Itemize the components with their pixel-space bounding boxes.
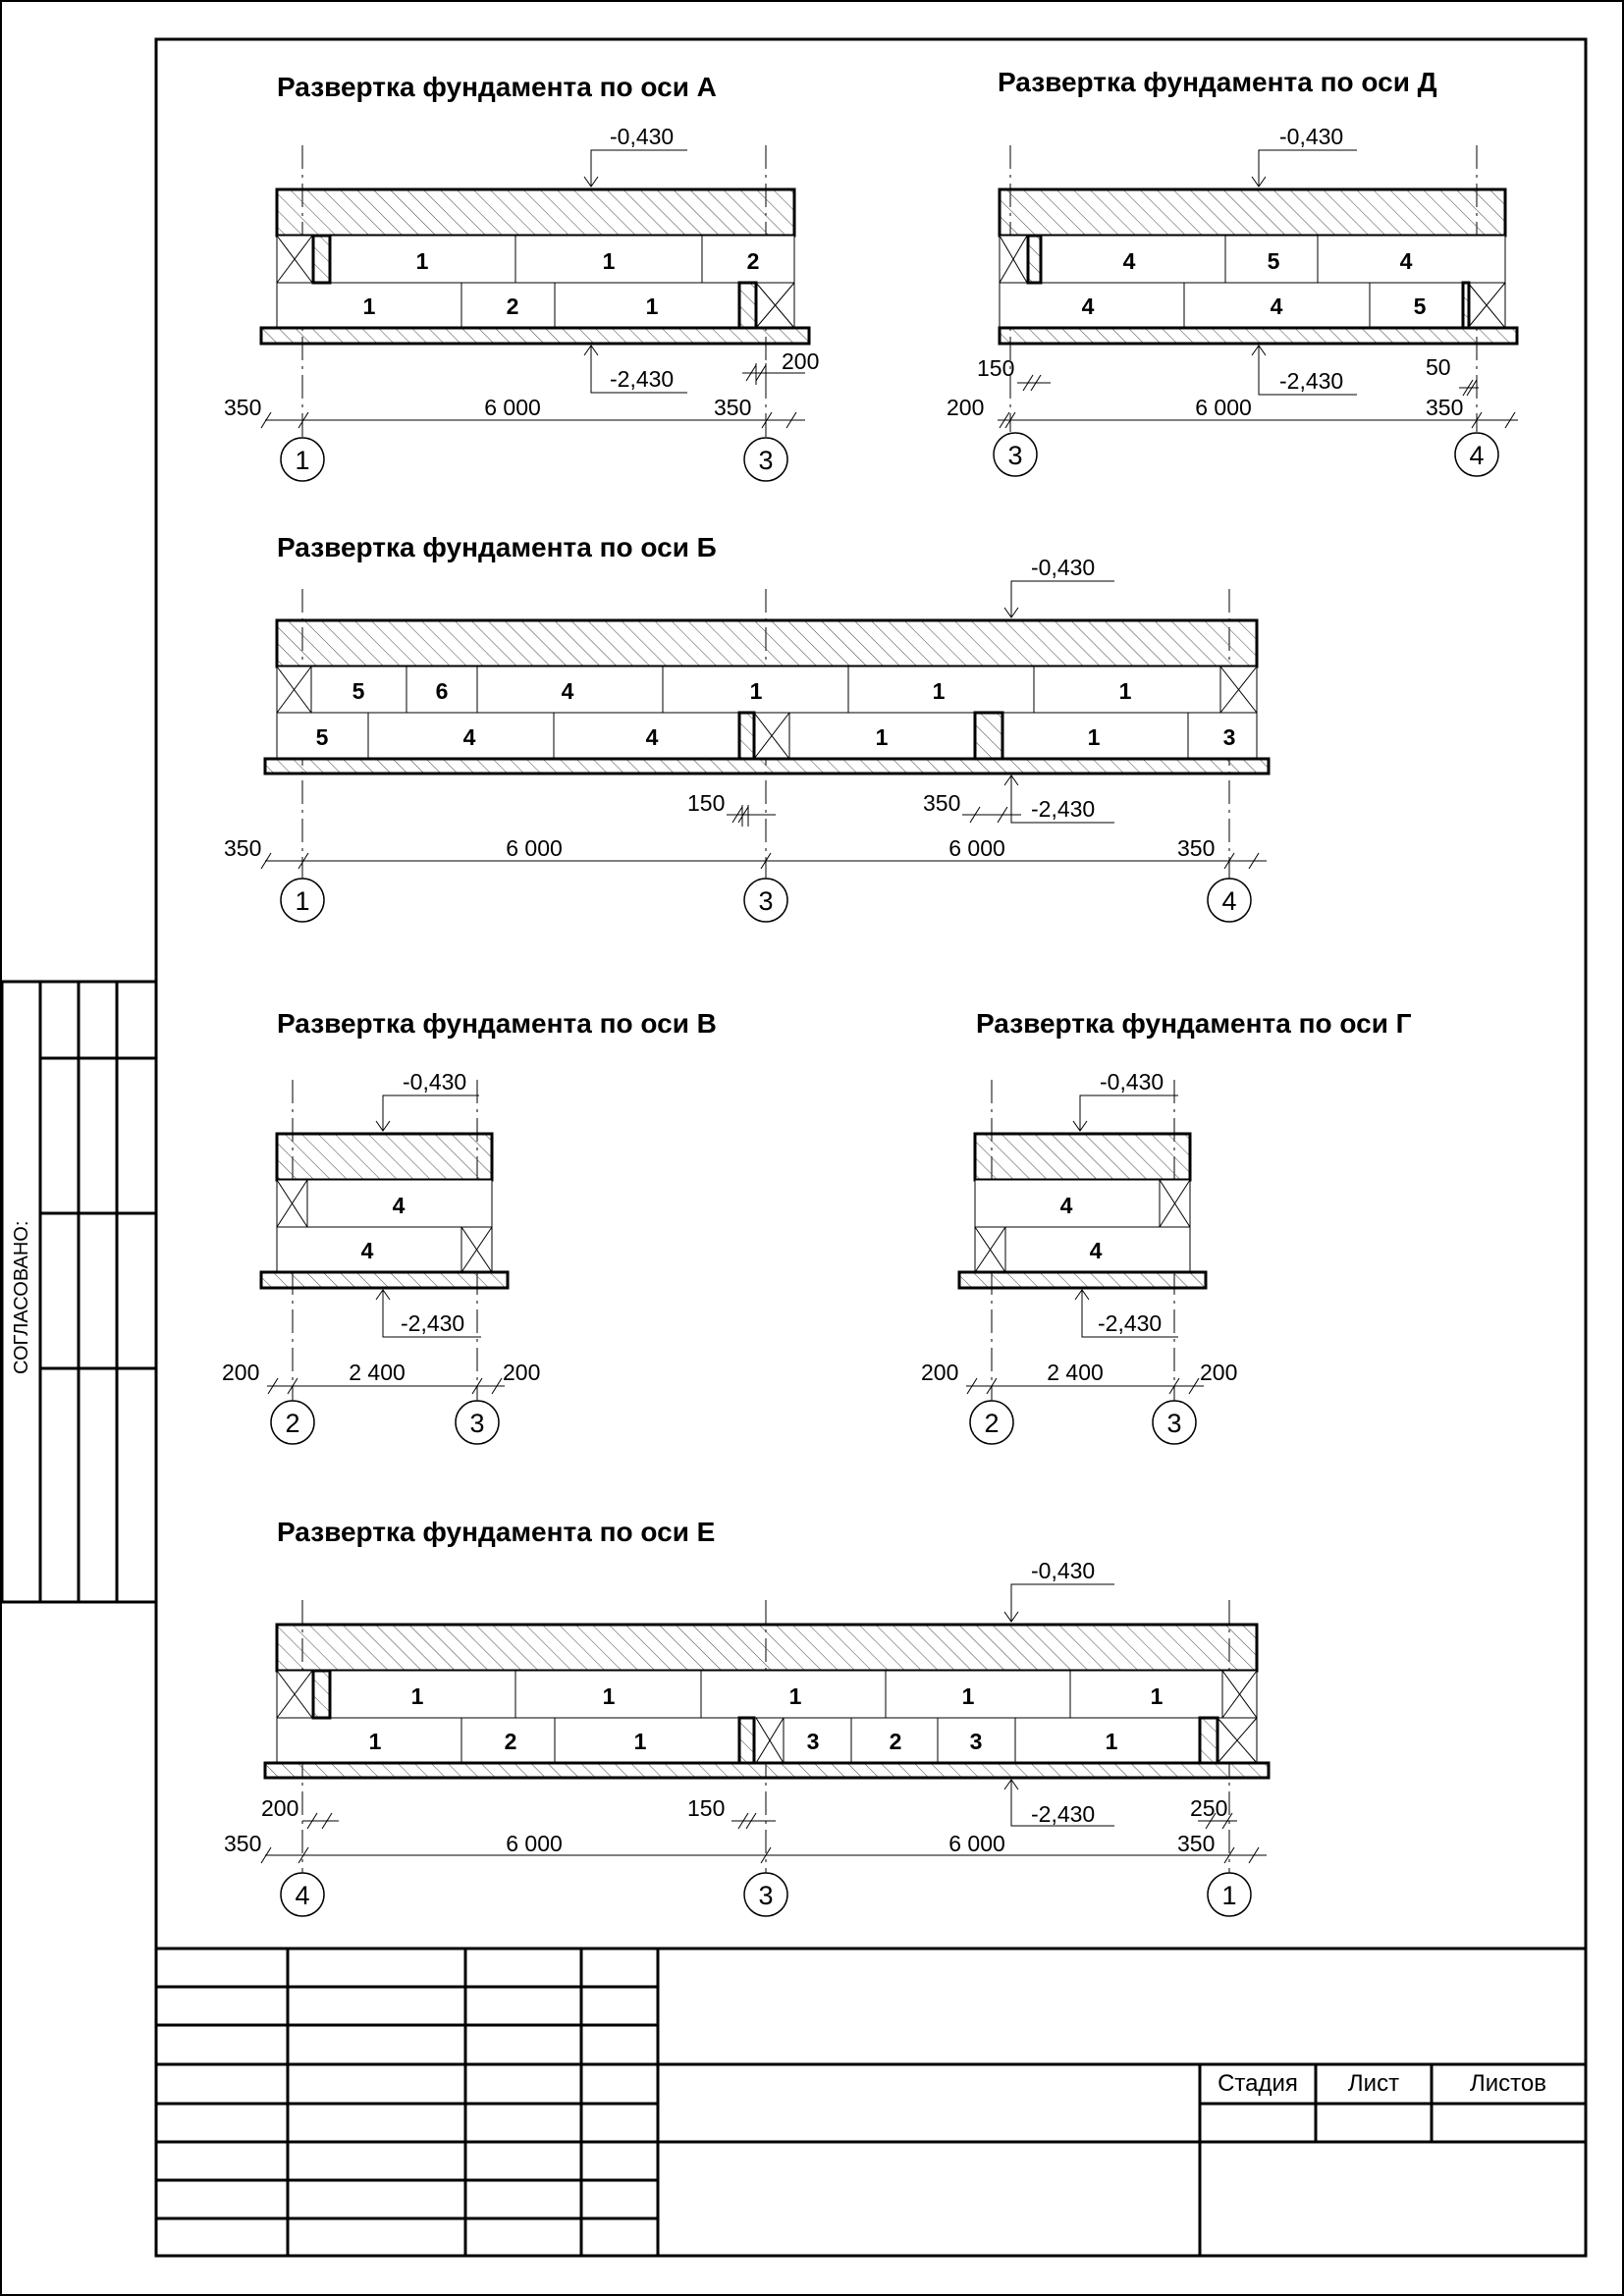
drawing-title: Развертка фундамента по оси В (277, 1008, 717, 1039)
drawing-axis-e (224, 1517, 1269, 1916)
bottom-level: -2,430 (1098, 1310, 1163, 1336)
footing-slab (261, 328, 809, 344)
outer-border (1, 1, 1623, 2295)
dimension-label: 250 (1190, 1795, 1228, 1821)
block-label: 1 (602, 1683, 616, 1709)
block-label: 1 (788, 1683, 802, 1709)
drawing-axis-a (224, 72, 819, 481)
axis-marker: 3 (469, 1409, 485, 1438)
dimension-label: 6 000 (506, 1831, 563, 1856)
drawing-title: Развертка фундамента по оси Е (277, 1517, 716, 1547)
bottom-level: -2,430 (1279, 368, 1344, 394)
top-level: -0,430 (1100, 1069, 1164, 1095)
axis-marker: 4 (295, 1881, 310, 1910)
dimension-label: 6 000 (1195, 395, 1252, 420)
block-label: 3 (969, 1729, 983, 1754)
approval-label: СОГЛАСОВАНО: (11, 1220, 32, 1374)
block-label: 5 (315, 724, 329, 750)
dimension-label: 6 000 (948, 835, 1005, 861)
strip-beam (1000, 189, 1505, 236)
bottom-level: -2,430 (1031, 796, 1096, 822)
dimension-label: 200 (261, 1795, 299, 1821)
top-level: -0,430 (1279, 124, 1344, 149)
block-label: 3 (806, 1729, 820, 1754)
dimension-label: 6 000 (506, 835, 563, 861)
block-label: 1 (1105, 1729, 1118, 1754)
block-label: 4 (1059, 1193, 1073, 1218)
dimension-label: 200 (921, 1360, 959, 1385)
strip-beam (975, 1134, 1190, 1180)
axis-marker: 1 (1221, 1881, 1237, 1910)
block-label: 1 (602, 248, 616, 274)
block-label: 5 (352, 678, 365, 704)
strip-beam (277, 1625, 1257, 1671)
sheets-label: Листов (1470, 2070, 1546, 2097)
block-label: 5 (1267, 248, 1280, 274)
block-label: 4 (1081, 294, 1095, 319)
bottom-level: -2,430 (1031, 1801, 1096, 1827)
dimension-label: 350 (1426, 395, 1464, 420)
axis-marker: 1 (295, 886, 310, 916)
block-label: 4 (1122, 248, 1136, 274)
block-label: 4 (392, 1193, 406, 1218)
footing-slab (261, 1272, 508, 1288)
footing-slab (265, 759, 1269, 774)
drawing-title: Развертка фундамента по оси Б (277, 532, 717, 562)
footing-slab (1000, 328, 1517, 344)
block-label: 5 (1413, 294, 1427, 319)
block-label: 4 (462, 724, 476, 750)
block-label: 1 (1150, 1683, 1164, 1709)
block-label: 2 (504, 1729, 517, 1754)
block-label: 1 (362, 294, 376, 319)
footing-slab (959, 1272, 1206, 1288)
axis-marker: 3 (1166, 1409, 1182, 1438)
axis-marker: 3 (1007, 441, 1023, 470)
dimension-label: 350 (1177, 835, 1216, 861)
strip-beam (277, 189, 794, 236)
dimension-label: 150 (977, 355, 1015, 381)
block-label: 1 (875, 724, 889, 750)
drawing-axis-g (921, 1008, 1412, 1444)
block-label: 1 (1118, 678, 1132, 704)
block-label: 1 (961, 1683, 975, 1709)
block-label: 1 (368, 1729, 382, 1754)
top-level: -0,430 (1031, 1558, 1096, 1583)
strip-beam (277, 1134, 492, 1180)
stage-label: Стадия (1218, 2070, 1298, 2097)
block-label: 4 (1399, 248, 1413, 274)
block-label: 1 (1087, 724, 1101, 750)
bottom-level: -2,430 (401, 1310, 465, 1336)
axis-marker: 4 (1469, 441, 1485, 470)
sheet-label: Лист (1347, 2070, 1400, 2097)
dimension-label: 200 (503, 1360, 541, 1385)
dimension-label: 350 (1177, 1831, 1216, 1856)
block-label: 4 (360, 1238, 374, 1263)
drawing-title: Развертка фундамента по оси Г (976, 1008, 1412, 1039)
block-label: 1 (415, 248, 429, 274)
block-label: 4 (561, 678, 574, 704)
footing-slab (265, 1763, 1269, 1778)
axis-marker: 1 (295, 446, 310, 475)
dimension-label: 350 (224, 1831, 262, 1856)
dimension-label: 2 400 (349, 1360, 406, 1385)
drawing-axis-b (224, 532, 1269, 922)
drawing-axis-d (947, 67, 1518, 476)
drawing-axis-v (222, 1008, 717, 1444)
bottom-level: -2,430 (610, 366, 675, 392)
block-label: 4 (1270, 294, 1283, 319)
dimension-label: 6 000 (484, 395, 541, 420)
block-label: 2 (506, 294, 519, 319)
top-level: -0,430 (610, 124, 675, 149)
strip-beam (277, 620, 1257, 667)
dimension-label: 150 (687, 1795, 726, 1821)
top-level: -0,430 (403, 1069, 467, 1095)
block-label: 2 (889, 1729, 902, 1754)
drawing-title: Развертка фундамента по оси А (277, 72, 717, 102)
dimension-label: 200 (222, 1360, 260, 1385)
dimension-label: 350 (714, 395, 752, 420)
dimension-label: 200 (1200, 1360, 1238, 1385)
axis-marker: 3 (758, 446, 774, 475)
dimension-label: 350 (224, 835, 262, 861)
axis-marker: 2 (984, 1409, 1000, 1438)
dimension-label: 350 (224, 395, 262, 420)
block-label: 2 (746, 248, 760, 274)
title-block (156, 1949, 1586, 2256)
block-label: 6 (435, 678, 449, 704)
top-level: -0,430 (1031, 555, 1096, 580)
dimension-label: 6 000 (948, 1831, 1005, 1856)
block-label: 1 (410, 1683, 424, 1709)
drawing-title: Развертка фундамента по оси Д (998, 67, 1437, 97)
block-label: 1 (645, 294, 659, 319)
block-label: 1 (932, 678, 946, 704)
dimension-label: 200 (782, 348, 820, 374)
dimension-label: 350 (923, 790, 961, 816)
block-label: 4 (1089, 1238, 1103, 1263)
axis-marker: 2 (285, 1409, 300, 1438)
axis-marker: 3 (758, 1881, 774, 1910)
block-label: 4 (645, 724, 659, 750)
axis-marker: 3 (758, 886, 774, 916)
dimension-label: 2 400 (1047, 1360, 1104, 1385)
dimension-label: 200 (947, 395, 985, 420)
dimension-label: 150 (687, 790, 726, 816)
axis-marker: 4 (1221, 886, 1237, 916)
dimension-label: 50 (1426, 354, 1451, 380)
block-label: 1 (633, 1729, 647, 1754)
block-label: 3 (1222, 724, 1236, 750)
block-label: 1 (749, 678, 763, 704)
